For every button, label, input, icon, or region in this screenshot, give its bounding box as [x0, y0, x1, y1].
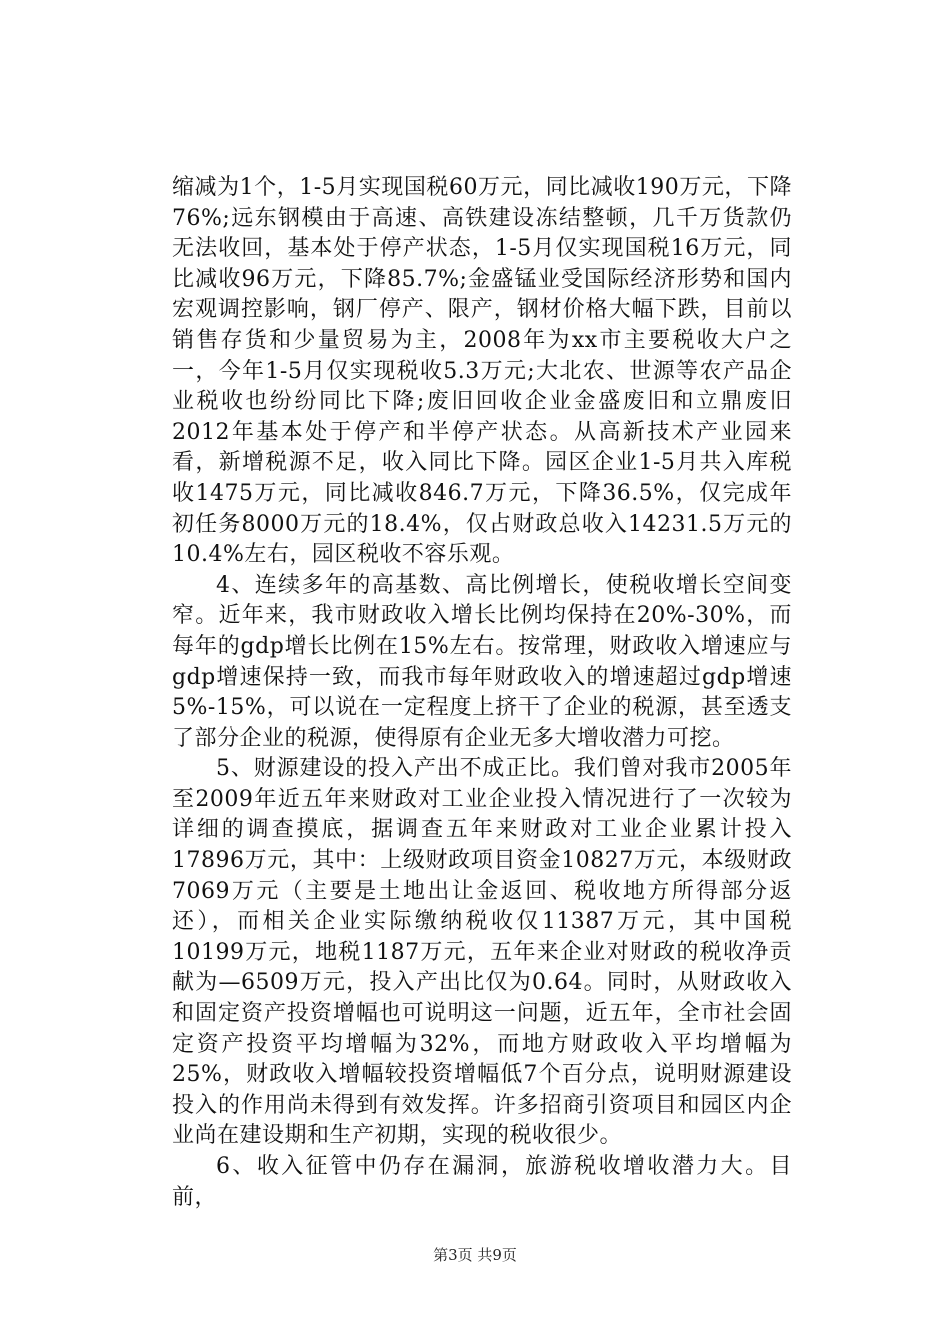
paragraph-item-6: 6、收入征管中仍存在漏洞，旅游税收增收潜力大。目前， [172, 1154, 792, 1210]
paragraph-continued: 缩减为1个，1-5月实现国税60万元，同比减收190万元，下降76%;远东钢模由于高速、高铁建设冻结整顿，几千万货款仍无法收回，基本处于停产状态，1-5月仅实现国税16万元，同比减收96万元，下降85.7%;金盛锰业受国际经济形势和国内宏观调控影响，钢厂停产、限产，钢材价格大幅下跌，目前以销售存货和少量贸易为主，2008年为xx市主要税收大户之一，今年1-5月仅实现税收5.3万元;大北农、世源等农产品企业税收也纷纷同比下降;废旧回收企业金盛废旧和立鼎废旧2012年基本处于停产和半停产状态。从高新技术产业园来看，新增税源不足，收入同比下降。园区企业1-5月共入库税收1475万元，同比减收846.7万元，下降36.5%，仅完成年初任务8000万元的18.4%，仅占财政总收入14231.5万元的10.4%左右，园区税收不容乐观。 [172, 175, 792, 568]
paragraph-item-5: 5、财源建设的投入产出不成正比。我们曾对我市2005年至2009年近五年来财政对工业企业投入情况进行了一次较为详细的调查摸底，据调查五年来财政对工业企业累计投入17896万元，其中：上级财政项目资金10827万元，本级财政7069万元（主要是土地出让金返回、税收地方所得部分返还），而相关企业实际缴纳税收仅11387万元，其中国税10199万元，地税1187万元，五年来企业对财政的税收净贡献为—6509万元，投入产出比仅为0.64。同时，从财政收入和固定资产投资增幅也可说明这一问题，近五年，全市社会固定资产投资平均增幅为32%，而地方财政收入平均增幅为25%，财政收入增幅较投资增幅低7个百分点，说明财源建设投入的作用尚未得到有效发挥。许多招商引资项目和园区内企业尚在建设期和生产初期，实现的税收很少。 [172, 756, 792, 1149]
page-number-footer: 第3页 共9页 [433, 1246, 517, 1264]
paragraph-item-4: 4、连续多年的高基数、高比例增长，使税收增长空间变窄。近年来，我市财政收入增长比例均保持在20%-30%，而每年的gdp增长比例在15%左右。按常理，财政收入增速应与gdp增速保持一致，而我市每年财政收入的增速超过gdp增速5%-15%，可以说在一定程度上挤干了企业的税源，甚至透支了部分企业的税源，使得原有企业无多大增收潜力可挖。 [172, 572, 792, 751]
document-body [172, 173, 792, 1213]
